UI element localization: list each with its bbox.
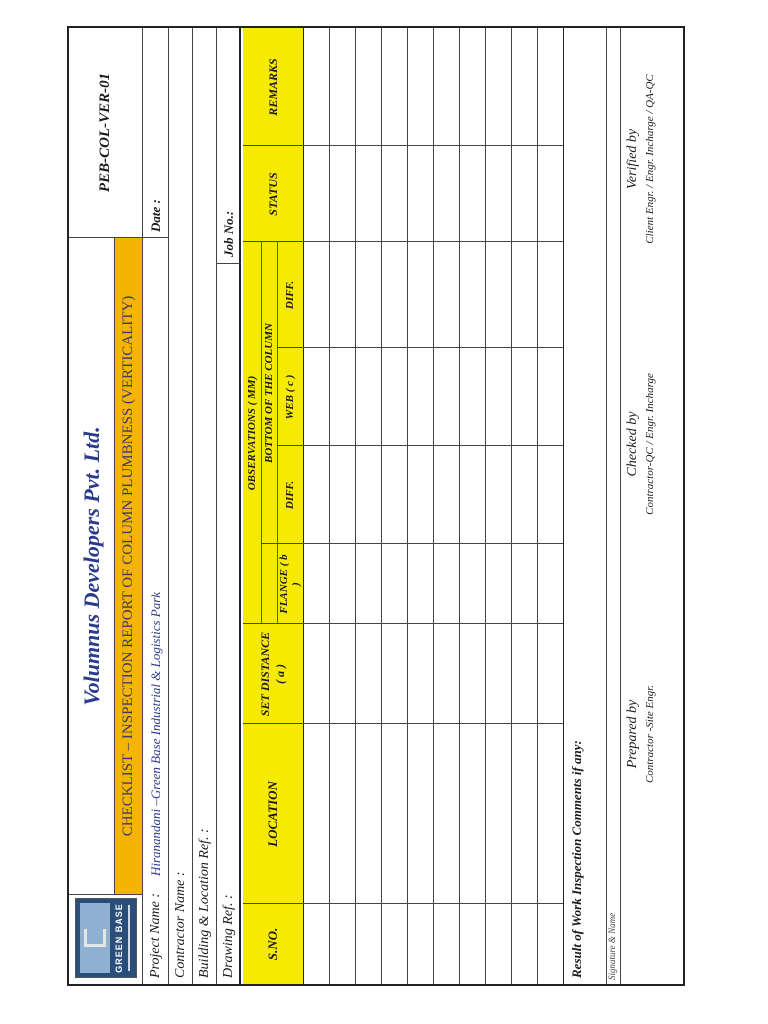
col-web: WEB ( c ) (284, 374, 296, 420)
comments-row (563, 28, 607, 984)
drawing-row (217, 28, 241, 984)
checklist-form (67, 26, 685, 986)
col-flange: FLANGE ( b ) (278, 554, 302, 614)
job-label: Job No.: (221, 210, 236, 257)
project-value: Hiranandani –Green Base Industrial & Logistics Park (148, 591, 163, 876)
col-bottom: BOTTOM OF THE COLUMN (263, 323, 275, 463)
col-location: LOCATION (265, 781, 280, 847)
checked-by: Checked by (625, 411, 640, 477)
prepared-role: Contractor -Site Engr. (644, 684, 656, 784)
date-label: Date : (148, 199, 163, 232)
building-label: Building & Location Ref. : (197, 828, 212, 978)
checked-role: Contractor-QC / Engr. Incharge (644, 373, 656, 515)
col-set-distance: SET DISTANCE ( a ) (258, 631, 287, 717)
col-sno: S.NO. (265, 927, 280, 961)
comments-label: Result of Work Inspection Comments if any: (569, 740, 584, 978)
rotated-page (69, 28, 683, 984)
verified-role: Client Engr. / Engr. Incharge / QA-QC (644, 74, 656, 244)
prepared-by: Prepared by (625, 699, 640, 769)
checked-block (625, 334, 681, 554)
drawing-label: Drawing Ref. : (221, 894, 236, 978)
signature-label: Signature & Name (607, 912, 617, 980)
contractor-label: Contractor Name : (173, 871, 188, 978)
verified-by: Verified by (625, 128, 640, 190)
contractor-row (169, 28, 193, 984)
col-diff-1: DIFF. (284, 480, 296, 510)
project-label: Project Name : (148, 892, 163, 978)
doc-code: PEB-COL-VER-01 (69, 28, 143, 238)
logo-text: GREEN BASE (114, 903, 124, 973)
signature-row (607, 28, 621, 984)
col-diff-2: DIFF. (284, 280, 296, 310)
col-observations: OBSERVATIONS ( MM) (246, 375, 258, 491)
project-row (143, 28, 169, 984)
company-name: Volumnus Developers Pvt. Ltd. (69, 238, 115, 894)
verified-block (625, 34, 681, 284)
logo (69, 894, 143, 984)
report-title: CHECKLIST – INSPECTION REPORT OF COLUMN PLUMBNESS (VERTICALITY) (115, 238, 143, 894)
prepared-block (625, 634, 681, 834)
col-remarks: REMARKS (265, 58, 280, 116)
col-status: STATUS (265, 172, 280, 216)
building-row (193, 28, 217, 984)
